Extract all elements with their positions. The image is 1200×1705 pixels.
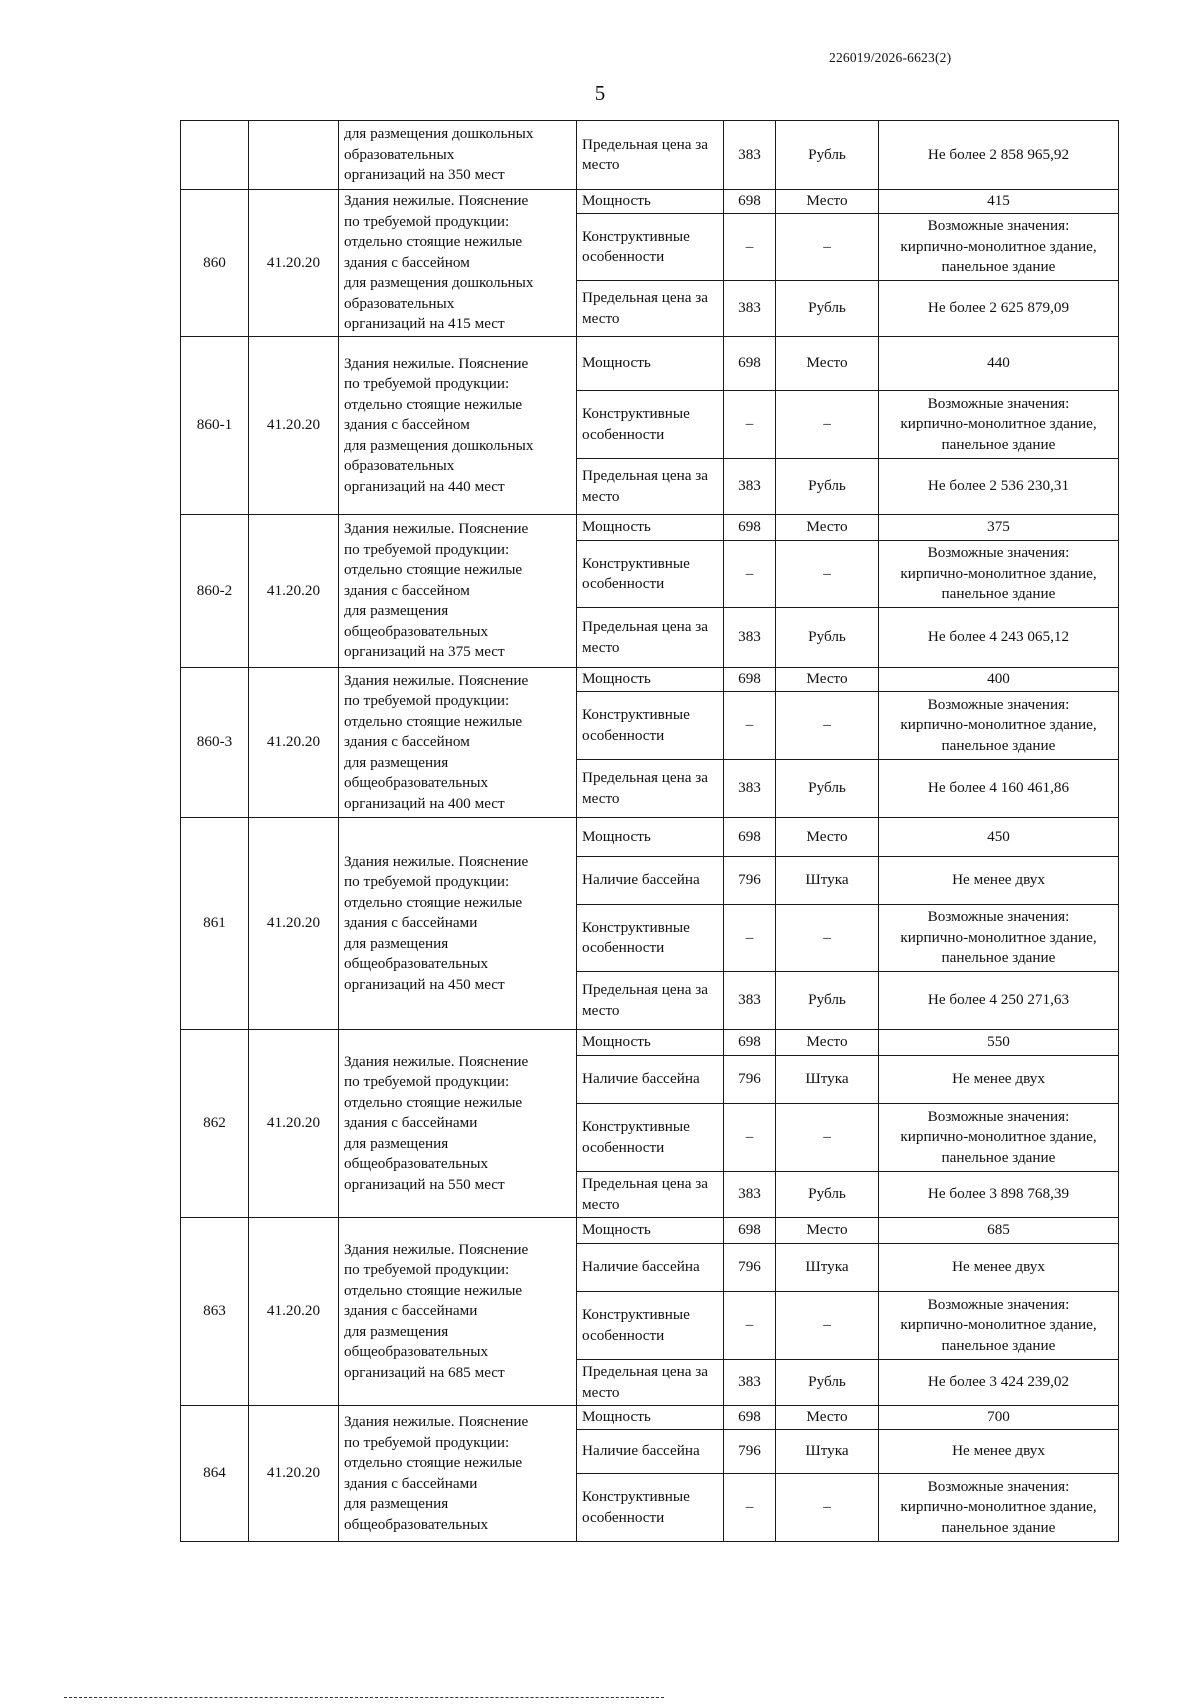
okpd2-code-cell: 41.20.20: [249, 1406, 339, 1542]
description-line: организаций на 350 мест: [344, 166, 505, 184]
table-row: [181, 121, 1119, 190]
value-line: Не более 3 424 239,02: [927, 1373, 1070, 1391]
description-line: здания с бассейном: [344, 416, 470, 434]
value-line: 375: [987, 518, 1010, 536]
value-line: панельное здание: [941, 1148, 1056, 1166]
characteristic-value-cell: [879, 1218, 1119, 1244]
table-row: [181, 1218, 1119, 1244]
description-line: отдельно стоящие нежилые: [344, 233, 523, 251]
unit-cell: Рубль: [776, 972, 879, 1030]
description-line: Здания нежилые. Пояснение: [344, 852, 529, 870]
description-line: здания с бассейном: [344, 733, 470, 751]
unit-cell: Место: [776, 337, 879, 391]
description-line: отдельно стоящие нежилые: [344, 561, 523, 579]
table-row: [181, 818, 1119, 857]
unit-cell: Рубль: [776, 121, 879, 190]
characteristic-value-cell: [879, 972, 1119, 1030]
characteristic-value-cell: [879, 1360, 1119, 1406]
value-line: 440: [987, 354, 1010, 372]
unit-cell: Место: [776, 1218, 879, 1244]
product-description-cell: [339, 1030, 577, 1218]
description-line: образовательных: [344, 457, 455, 475]
product-description-cell: [339, 1218, 577, 1406]
unit-cell: Штука: [776, 1056, 879, 1104]
entry-number-cell: [181, 121, 249, 190]
characteristic-name-cell: Конструктивные особенности: [577, 1474, 724, 1542]
unit-cell: Рубль: [776, 760, 879, 818]
value-line: Не менее двух: [952, 1070, 1045, 1088]
characteristic-name-cell: Конструктивные особенности: [577, 1104, 724, 1172]
unit-cell: –: [776, 905, 879, 972]
characteristic-value-cell: [879, 515, 1119, 541]
value-line: 450: [987, 827, 1010, 845]
okpd2-code-cell: 41.20.20: [249, 818, 339, 1030]
okei-code-cell: 796: [724, 1244, 776, 1292]
characteristic-value-cell: [879, 1406, 1119, 1430]
unit-cell: –: [776, 1104, 879, 1172]
description-line: по требуемой продукции:: [344, 1433, 510, 1451]
okei-code-cell: 383: [724, 760, 776, 818]
unit-cell: Рубль: [776, 1172, 879, 1218]
characteristic-value-cell: [879, 668, 1119, 692]
description-line: организаций на 685 мест: [344, 1363, 505, 1381]
okei-code-cell: 383: [724, 1172, 776, 1218]
okei-code-cell: –: [724, 391, 776, 459]
value-line: кирпично-монолитное здание,: [900, 1128, 1097, 1146]
okpd2-code-cell: 41.20.20: [249, 1030, 339, 1218]
description-line: для размещения: [344, 602, 449, 620]
value-line: 415: [987, 192, 1010, 210]
okei-code-cell: 383: [724, 608, 776, 668]
entry-number-cell: 860-1: [181, 337, 249, 515]
okei-code-cell: 698: [724, 515, 776, 541]
description-line: Здания нежилые. Пояснение: [344, 192, 529, 210]
product-description-cell: [339, 818, 577, 1030]
unit-cell: Место: [776, 668, 879, 692]
value-line: Возможные значения:: [927, 217, 1070, 235]
value-line: 685: [987, 1221, 1010, 1239]
value-line: Возможные значения:: [927, 394, 1070, 412]
entry-number-cell: 863: [181, 1218, 249, 1406]
unit-cell: Место: [776, 1030, 879, 1056]
description-line: по требуемой продукции:: [344, 873, 510, 891]
okei-code-cell: –: [724, 214, 776, 281]
description-line: образовательных: [344, 294, 455, 312]
description-line: для размещения: [344, 1134, 449, 1152]
okei-code-cell: –: [724, 905, 776, 972]
description-line: общеобразовательных: [344, 622, 489, 640]
characteristic-value-cell: [879, 1430, 1119, 1474]
okei-code-cell: –: [724, 1474, 776, 1542]
value-line: 700: [987, 1408, 1010, 1426]
unit-cell: Место: [776, 190, 879, 214]
unit-cell: Рубль: [776, 1360, 879, 1406]
okei-code-cell: 698: [724, 818, 776, 857]
description-line: по требуемой продукции:: [344, 692, 510, 710]
characteristic-value-cell: [879, 541, 1119, 608]
description-line: для размещения: [344, 753, 449, 771]
value-line: Не более 4 160 461,86: [927, 779, 1070, 797]
table-row: [181, 1406, 1119, 1430]
value-line: Не более 2 625 879,09: [927, 299, 1070, 317]
description-line: для размещения: [344, 1322, 449, 1340]
description-line: для размещения дошкольных: [344, 436, 534, 454]
value-line: Не менее двух: [952, 871, 1045, 889]
description-line: отдельно стоящие нежилые: [344, 1281, 523, 1299]
characteristic-value-cell: [879, 692, 1119, 760]
description-line: для размещения: [344, 934, 449, 952]
okei-code-cell: 796: [724, 1056, 776, 1104]
unit-cell: Рубль: [776, 459, 879, 515]
entry-number-cell: 860: [181, 190, 249, 337]
unit-cell: Место: [776, 818, 879, 857]
okpd2-code-cell: 41.20.20: [249, 668, 339, 818]
characteristic-name-cell: Конструктивные особенности: [577, 541, 724, 608]
product-description-cell: [339, 668, 577, 818]
characteristic-value-cell: [879, 905, 1119, 972]
okpd2-code-cell: 41.20.20: [249, 337, 339, 515]
product-description-cell: [339, 190, 577, 337]
characteristic-name-cell: Предельная цена за место: [577, 972, 724, 1030]
description-line: организаций на 550 мест: [344, 1175, 505, 1193]
description-line: здания с бассейнами: [344, 1114, 478, 1132]
value-line: Возможные значения:: [927, 1295, 1070, 1313]
value-line: панельное здание: [941, 435, 1056, 453]
characteristic-value-cell: [879, 1474, 1119, 1542]
unit-cell: Штука: [776, 857, 879, 905]
characteristic-value-cell: [879, 1104, 1119, 1172]
characteristic-name-cell: Конструктивные особенности: [577, 905, 724, 972]
characteristic-name-cell: Конструктивные особенности: [577, 1292, 724, 1360]
description-line: общеобразовательных: [344, 774, 489, 792]
description-line: организаций на 415 мест: [344, 315, 505, 333]
value-line: Не более 4 243 065,12: [927, 628, 1070, 646]
table-row: [181, 668, 1119, 692]
description-line: Здания нежилые. Пояснение: [344, 520, 529, 538]
characteristic-name-cell: Мощность: [577, 818, 724, 857]
characteristic-value-cell: [879, 121, 1119, 190]
value-line: кирпично-монолитное здание,: [900, 1498, 1097, 1516]
entry-number-cell: 860-3: [181, 668, 249, 818]
description-line: общеобразовательных: [344, 1343, 489, 1361]
characteristic-name-cell: Наличие бассейна: [577, 1056, 724, 1104]
description-line: организаций на 375 мест: [344, 643, 505, 661]
description-line: общеобразовательных: [344, 955, 489, 973]
characteristic-value-cell: [879, 1172, 1119, 1218]
okei-code-cell: 383: [724, 281, 776, 337]
characteristic-name-cell: Предельная цена за место: [577, 281, 724, 337]
unit-cell: Рубль: [776, 281, 879, 337]
entry-number-cell: 861: [181, 818, 249, 1030]
description-line: по требуемой продукции:: [344, 212, 510, 230]
characteristic-name-cell: Мощность: [577, 515, 724, 541]
value-line: Не менее двух: [952, 1258, 1045, 1276]
description-line: здания с бассейнами: [344, 1302, 478, 1320]
characteristic-name-cell: Конструктивные особенности: [577, 692, 724, 760]
description-line: отдельно стоящие нежилые: [344, 1454, 523, 1471]
unit-cell: Штука: [776, 1430, 879, 1474]
description-line: отдельно стоящие нежилые: [344, 712, 523, 730]
okei-code-cell: –: [724, 692, 776, 760]
characteristic-value-cell: [879, 1056, 1119, 1104]
okei-code-cell: –: [724, 1104, 776, 1172]
value-line: Возможные значения:: [927, 1107, 1070, 1125]
value-line: Возможные значения:: [927, 908, 1070, 926]
unit-cell: –: [776, 391, 879, 459]
characteristic-value-cell: [879, 459, 1119, 515]
value-line: Не более 2 536 230,31: [927, 477, 1070, 495]
okei-code-cell: 383: [724, 459, 776, 515]
characteristic-value-cell: [879, 608, 1119, 668]
description-line: общеобразовательных: [344, 1155, 489, 1173]
unit-cell: Штука: [776, 1244, 879, 1292]
value-line: Не менее двух: [952, 1442, 1045, 1460]
value-line: 400: [987, 670, 1010, 688]
value-line: панельное здание: [941, 585, 1056, 603]
unit-cell: Место: [776, 515, 879, 541]
value-line: кирпично-монолитное здание,: [900, 237, 1097, 255]
characteristic-name-cell: Наличие бассейна: [577, 1244, 724, 1292]
value-line: кирпично-монолитное здание,: [900, 928, 1097, 946]
value-line: Не более 4 250 271,63: [927, 991, 1070, 1009]
characteristic-value-cell: [879, 281, 1119, 337]
entry-number-cell: 860-2: [181, 515, 249, 668]
description-line: здания с бассейнами: [344, 914, 478, 932]
description-line: Здания нежилые. Пояснение: [344, 671, 529, 689]
description-line: общеобразовательных: [344, 1515, 489, 1533]
value-line: панельное здание: [941, 258, 1056, 276]
unit-cell: –: [776, 692, 879, 760]
value-line: кирпично-монолитное здание,: [900, 1316, 1097, 1334]
characteristic-name-cell: Конструктивные особенности: [577, 391, 724, 459]
products-table: [180, 120, 1119, 1542]
description-line: отдельно стоящие нежилые: [344, 1093, 523, 1111]
value-line: Не более 2 858 965,92: [927, 145, 1070, 163]
value-line: кирпично-монолитное здание,: [900, 716, 1097, 734]
characteristic-name-cell: Мощность: [577, 1218, 724, 1244]
characteristic-name-cell: Мощность: [577, 668, 724, 692]
product-description-cell: [339, 121, 577, 190]
characteristic-value-cell: [879, 760, 1119, 818]
value-line: Возможные значения:: [927, 1477, 1070, 1495]
footer-rule: [64, 1697, 664, 1698]
entry-number-cell: 864: [181, 1406, 249, 1542]
page-number: 5: [594, 81, 606, 105]
okei-code-cell: 698: [724, 668, 776, 692]
characteristic-name-cell: Предельная цена за место: [577, 1360, 724, 1406]
okpd2-code-cell: [249, 121, 339, 190]
characteristic-value-cell: [879, 391, 1119, 459]
characteristic-name-cell: Мощность: [577, 1406, 724, 1430]
description-line: образовательных: [344, 145, 455, 163]
okpd2-code-cell: 41.20.20: [249, 515, 339, 668]
characteristic-value-cell: [879, 337, 1119, 391]
characteristic-name-cell: Предельная цена за место: [577, 608, 724, 668]
description-line: Здания нежилые. Пояснение: [344, 1240, 529, 1258]
okei-code-cell: 698: [724, 190, 776, 214]
characteristic-value-cell: [879, 1030, 1119, 1056]
value-line: Возможные значения:: [927, 544, 1070, 562]
description-line: по требуемой продукции:: [344, 540, 510, 558]
description-line: отдельно стоящие нежилые: [344, 395, 523, 413]
description-line: организаций на 440 мест: [344, 477, 505, 495]
description-line: здания с бассейнами: [344, 1474, 478, 1492]
okei-code-cell: 698: [724, 1406, 776, 1430]
okei-code-cell: –: [724, 1292, 776, 1360]
description-line: для размещения дошкольных: [344, 274, 534, 292]
product-description-cell: [339, 1406, 577, 1542]
characteristic-value-cell: [879, 857, 1119, 905]
description-line: организаций на 400 мест: [344, 794, 505, 812]
value-line: кирпично-монолитное здание,: [900, 415, 1097, 433]
characteristic-value-cell: [879, 190, 1119, 214]
characteristic-name-cell: Мощность: [577, 190, 724, 214]
unit-cell: –: [776, 1292, 879, 1360]
description-line: по требуемой продукции:: [344, 1261, 510, 1279]
value-line: панельное здание: [941, 1336, 1056, 1354]
value-line: Возможные значения:: [927, 695, 1070, 713]
table-row: [181, 337, 1119, 391]
description-line: отдельно стоящие нежилые: [344, 893, 523, 911]
okei-code-cell: 796: [724, 1430, 776, 1474]
characteristic-name-cell: Предельная цена за место: [577, 121, 724, 190]
description-line: организаций на 450 мест: [344, 975, 505, 993]
characteristic-value-cell: [879, 214, 1119, 281]
okei-code-cell: –: [724, 541, 776, 608]
unit-cell: –: [776, 541, 879, 608]
characteristic-name-cell: Предельная цена за место: [577, 459, 724, 515]
characteristic-value-cell: [879, 1292, 1119, 1360]
unit-cell: Место: [776, 1406, 879, 1430]
table-row: [181, 190, 1119, 214]
entry-number-cell: 862: [181, 1030, 249, 1218]
characteristic-name-cell: Мощность: [577, 337, 724, 391]
description-line: здания с бассейном: [344, 253, 470, 271]
characteristic-value-cell: [879, 1244, 1119, 1292]
unit-cell: Рубль: [776, 608, 879, 668]
description-line: для размещения: [344, 1495, 449, 1512]
characteristic-name-cell: Конструктивные особенности: [577, 214, 724, 281]
product-description-cell: [339, 515, 577, 668]
okei-code-cell: 383: [724, 1360, 776, 1406]
table-row: [181, 1030, 1119, 1056]
okei-code-cell: 698: [724, 1218, 776, 1244]
document-number: 226019/2026-6623(2): [829, 50, 952, 65]
description-line: по требуемой продукции:: [344, 375, 510, 393]
okei-code-cell: 698: [724, 337, 776, 391]
description-line: здания с бассейном: [344, 581, 470, 599]
unit-cell: –: [776, 1474, 879, 1542]
okei-code-cell: 796: [724, 857, 776, 905]
value-line: панельное здание: [941, 736, 1056, 754]
okei-code-cell: 698: [724, 1030, 776, 1056]
unit-cell: –: [776, 214, 879, 281]
characteristic-name-cell: Наличие бассейна: [577, 1430, 724, 1474]
description-line: для размещения дошкольных: [344, 125, 534, 143]
value-line: 550: [987, 1033, 1010, 1051]
okei-code-cell: 383: [724, 121, 776, 190]
value-line: панельное здание: [941, 1518, 1056, 1536]
description-line: Здания нежилые. Пояснение: [344, 1052, 529, 1070]
characteristic-name-cell: Предельная цена за место: [577, 1172, 724, 1218]
okpd2-code-cell: 41.20.20: [249, 190, 339, 337]
value-line: Не более 3 898 768,39: [927, 1185, 1070, 1203]
value-line: панельное здание: [941, 949, 1056, 967]
product-description-cell: [339, 337, 577, 515]
description-line: Здания нежилые. Пояснение: [344, 354, 529, 372]
characteristic-name-cell: Предельная цена за место: [577, 760, 724, 818]
characteristic-value-cell: [879, 818, 1119, 857]
description-line: Здания нежилые. Пояснение: [344, 1413, 529, 1430]
okpd2-code-cell: 41.20.20: [249, 1218, 339, 1406]
value-line: кирпично-монолитное здание,: [900, 564, 1097, 582]
characteristic-name-cell: Наличие бассейна: [577, 857, 724, 905]
characteristic-name-cell: Мощность: [577, 1030, 724, 1056]
table-row: [181, 515, 1119, 541]
okei-code-cell: 383: [724, 972, 776, 1030]
description-line: по требуемой продукции:: [344, 1073, 510, 1091]
